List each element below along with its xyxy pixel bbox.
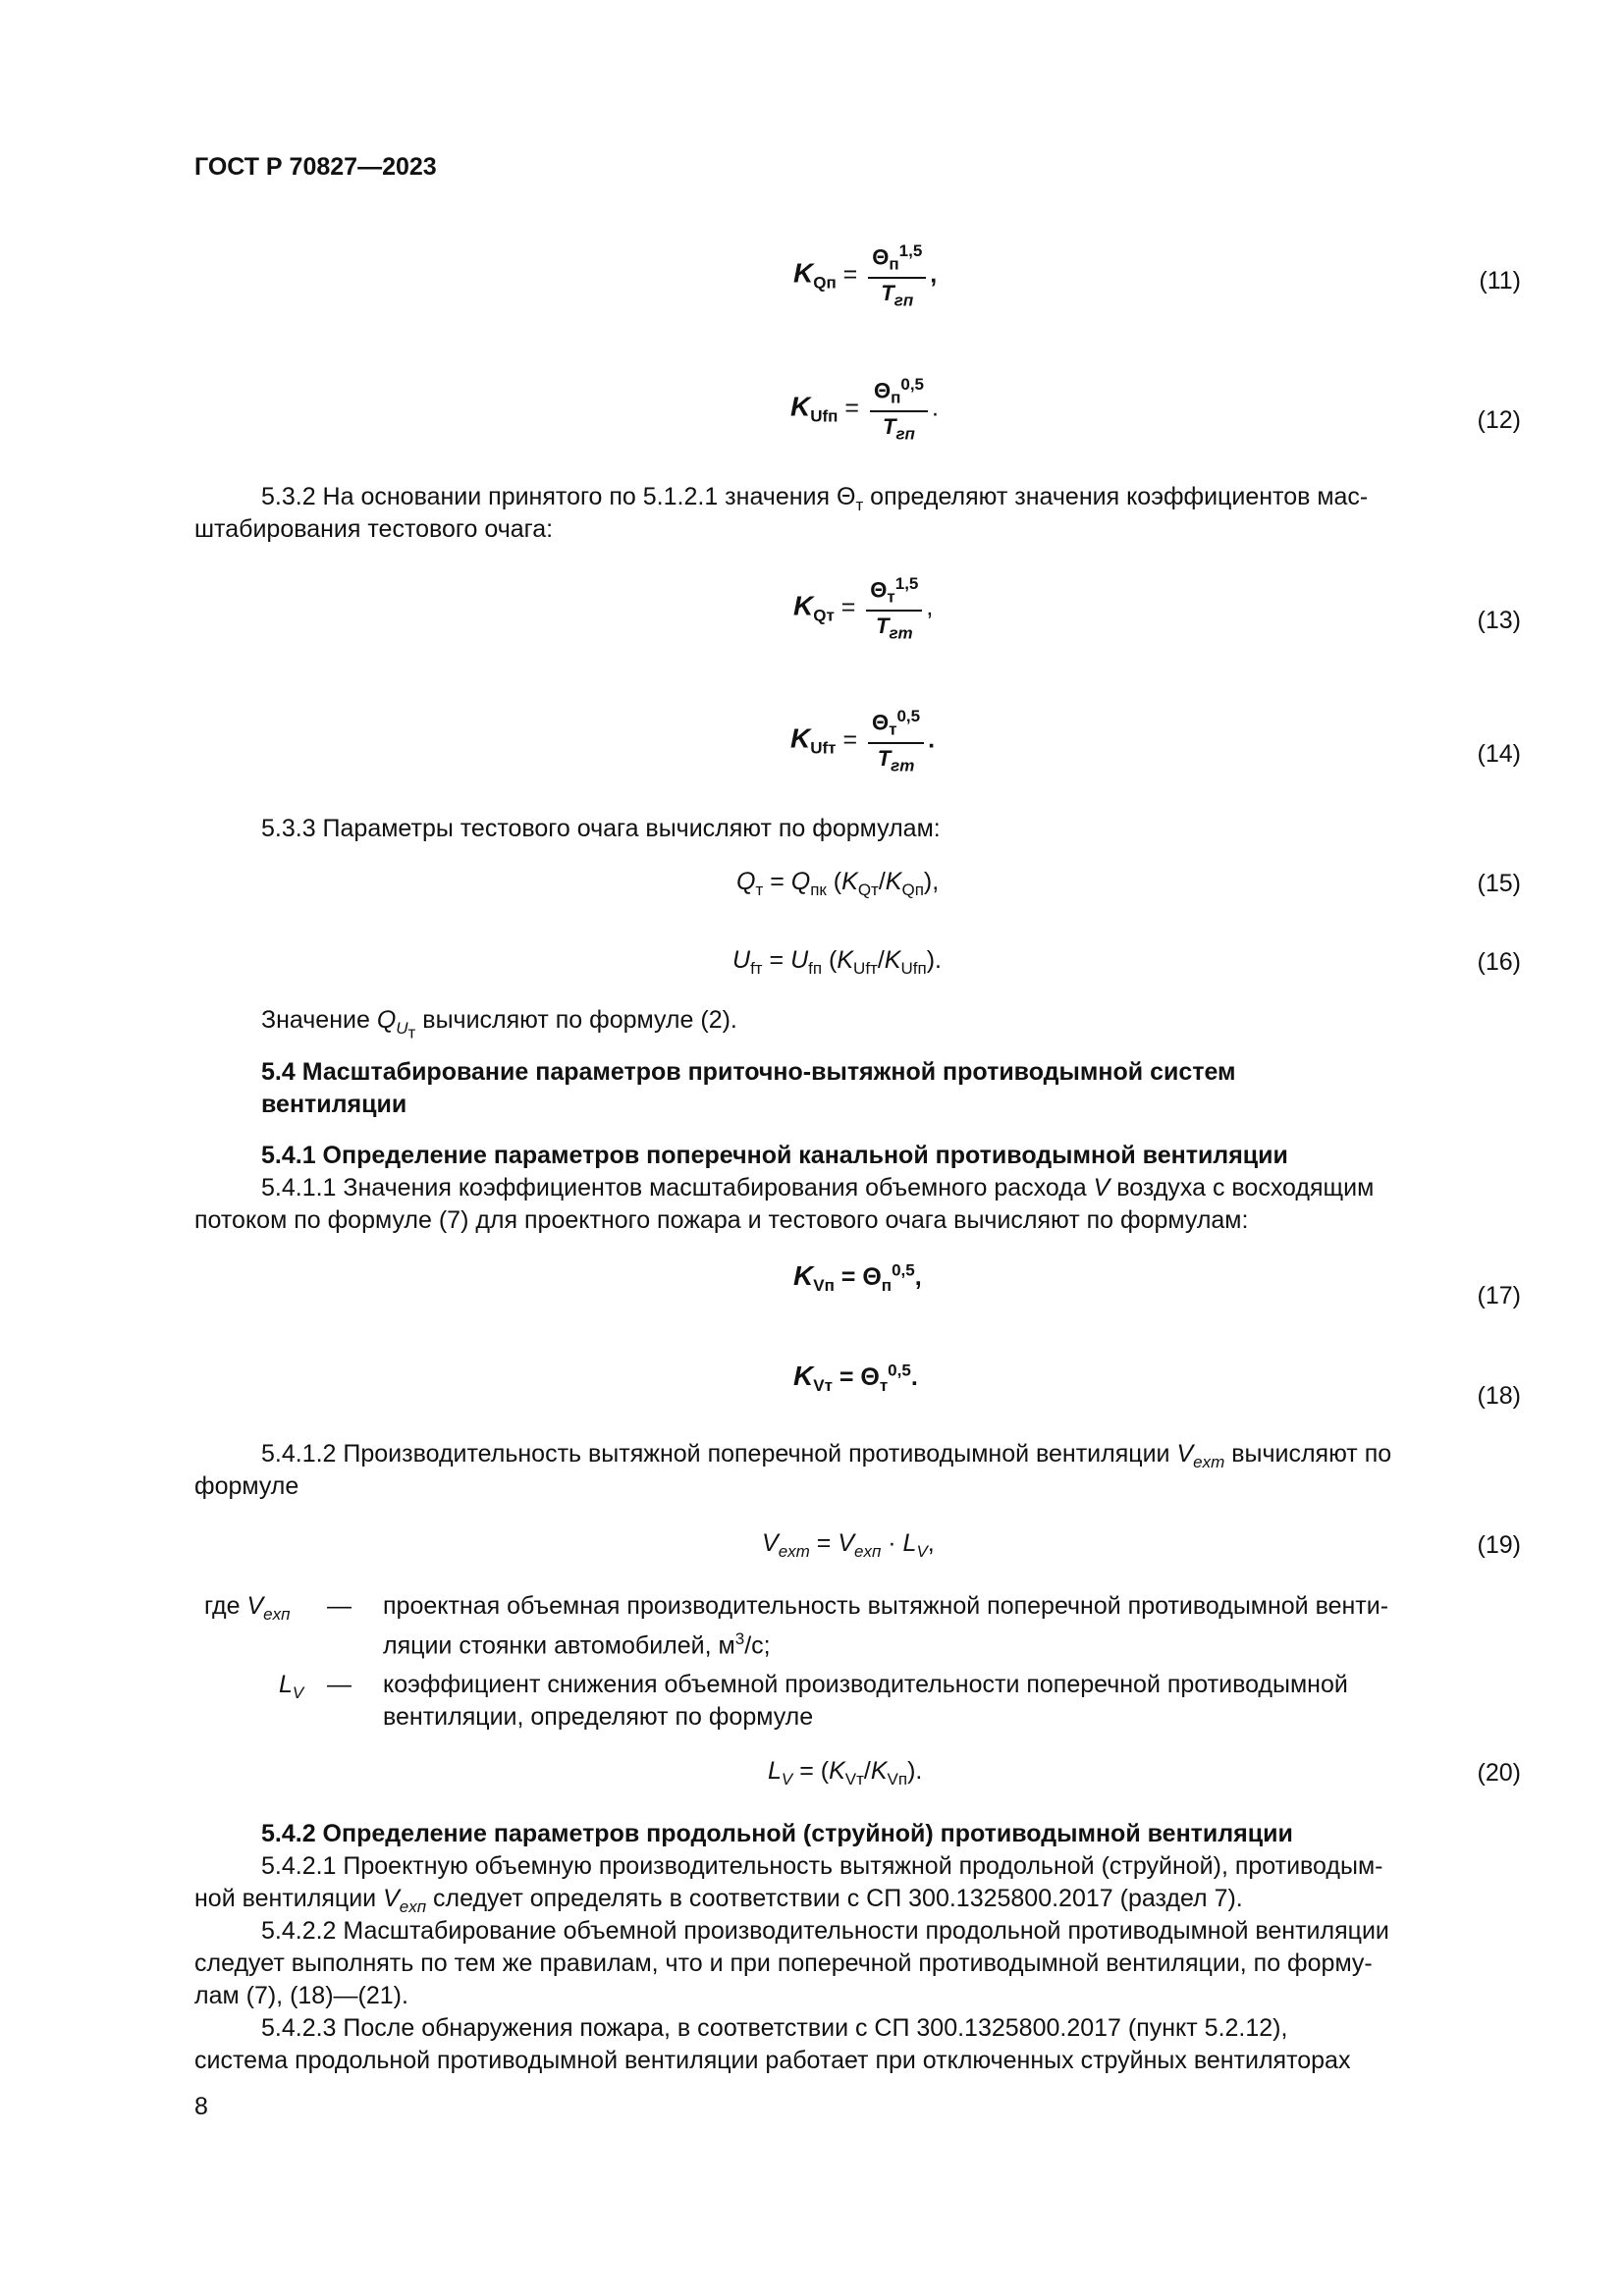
paragraph-5-3-3: 5.3.3 Параметры тестового очага вычисляют по формулам: <box>261 815 941 842</box>
paragraph-5-4-2-3: 5.4.2.3 После обнаружения пожара, в соответствии с СП 300.1325800.2017 (пункт 5.2.12), <box>261 2014 1288 2042</box>
equation-13: $K_{Qт}$ = $\frac{\Theta_т^{1,5}}{T_{гт}}$ , <box>793 574 934 643</box>
equation-number: (13) <box>1477 607 1521 634</box>
equation-number: (12) <box>1477 406 1521 434</box>
paragraph-5-4-2-1-line2: ной вентиляции $V_{exп}$ следует определять в соответствии с СП 300.1325800.2017 (раздел 7). <box>194 1885 1243 1916</box>
paragraph-5-3-2: 5.3.2 На основании принятого по 5.1.2.1 значения $\Theta_т$ определяют значения коэффициентов мас- <box>261 483 1369 514</box>
equation-16: $U_{fт} = U_{fп}$ $(K_{Ufт}/K_{Ufп})$. <box>732 946 942 978</box>
equation-11: $K_{Qп}$ = $\frac{\Theta_п^{1,5}}{T_{гп}}$ , <box>793 241 938 310</box>
paragraph-5-4-1-2: 5.4.1.2 Производительность вытяжной поперечной противодымной вентиляции $V_{exт}$ вычисляют по <box>261 1440 1392 1471</box>
where-def-vexp: проектная объемная производительность вытяжной поперечной противодымной венти- <box>383 1592 1389 1620</box>
equation-18: $K_{Vт} = \Theta_т^{0,5}$. <box>793 1361 918 1395</box>
heading-5-4-line2: вентиляции <box>261 1091 407 1118</box>
equation-12: $K_{Ufп}$ = $\frac{\Theta_п^{0,5}}{T_{гп}}$ . <box>790 375 939 444</box>
paragraph-5-3-2-line2: штабирования тестового очага: <box>194 515 554 543</box>
equation-number: (18) <box>1477 1382 1521 1410</box>
document-header: ГОСТ Р 70827—2023 <box>194 153 437 181</box>
paragraph-5-4-1-1: 5.4.1.1 Значения коэффициентов масштабирования объемного расхода V воздуха с восходящим <box>261 1174 1375 1201</box>
equation-number: (19) <box>1477 1531 1521 1559</box>
equation-number: (17) <box>1477 1282 1521 1309</box>
equation-17: $K_{Vп} = \Theta_п^{0,5}$, <box>793 1260 922 1295</box>
where-def-vexp-line2: ляции стоянки автомобилей, $м^3/с$; <box>383 1629 771 1660</box>
page-number: 8 <box>194 2093 208 2120</box>
paragraph-5-4-2-1: 5.4.2.1 Проектную объемную производительность вытяжной продольной (струйной), противодым- <box>261 1852 1383 1880</box>
where-def-lv-line2: вентиляции, определяют по формуле <box>383 1703 814 1731</box>
equation-number: (16) <box>1477 948 1521 976</box>
where-def-lv: коэффициент снижения объемной производительности поперечной противодымной <box>383 1671 1348 1698</box>
heading-5-4: 5.4 Масштабирование параметров приточно-вытяжной противодымной систем <box>261 1058 1236 1086</box>
equation-number: (15) <box>1477 870 1521 897</box>
paragraph-5-4-1-2-line2: формуле <box>194 1472 299 1500</box>
equation-14: $K_{Ufт}$ = $\frac{\Theta_т^{0,5}}{T_{гт}}$ . <box>790 707 936 775</box>
paragraph-5-4-2-2-line2: следует выполнять по тем же правилам, что и при поперечной противодымной вентиляции, по форму- <box>194 1949 1373 1977</box>
where-term-vexp: где $V_{exп}$ <box>204 1592 291 1624</box>
paragraph-5-4-2-3-line2: система продольной противодымной вентиляции работает при отключенных струйных вентиляторах <box>194 2047 1351 2074</box>
where-dash: — <box>327 1671 352 1698</box>
equation-number: (11) <box>1479 267 1521 294</box>
equation-20: $L_V = (K_{Vт}/K_{Vп})$. <box>768 1757 923 1789</box>
paragraph-5-4-2-2: 5.4.2.2 Масштабирование объемной производительности продольной противодымной вентиляции <box>261 1917 1389 1945</box>
where-term-lv: $L_V$ <box>279 1671 304 1702</box>
paragraph-qu-value: Значение $Q_{U_т}$ вычисляют по формуле (2). <box>261 1006 737 1042</box>
equation-19: $V_{exт} = V_{exп} \cdot L_V$, <box>762 1529 935 1561</box>
paragraph-5-4-2-2-line3: лам (7), (18)—(21). <box>194 1982 408 2009</box>
equation-number: (20) <box>1477 1759 1521 1787</box>
equation-number: (14) <box>1477 740 1521 768</box>
paragraph-5-4-1-1-line2: потоком по формуле (7) для проектного пожара и тестового очага вычисляют по формулам: <box>194 1206 1249 1234</box>
heading-5-4-2: 5.4.2 Определение параметров продольной (струйной) противодымной вентиляции <box>261 1820 1293 1847</box>
heading-5-4-1: 5.4.1 Определение параметров поперечной канальной противодымной вентиляции <box>261 1142 1288 1169</box>
equation-15: $Q_т = Q_{пк}$ $(K_{Qт}/K_{Qп})$, <box>736 868 940 899</box>
where-dash: — <box>327 1592 352 1620</box>
